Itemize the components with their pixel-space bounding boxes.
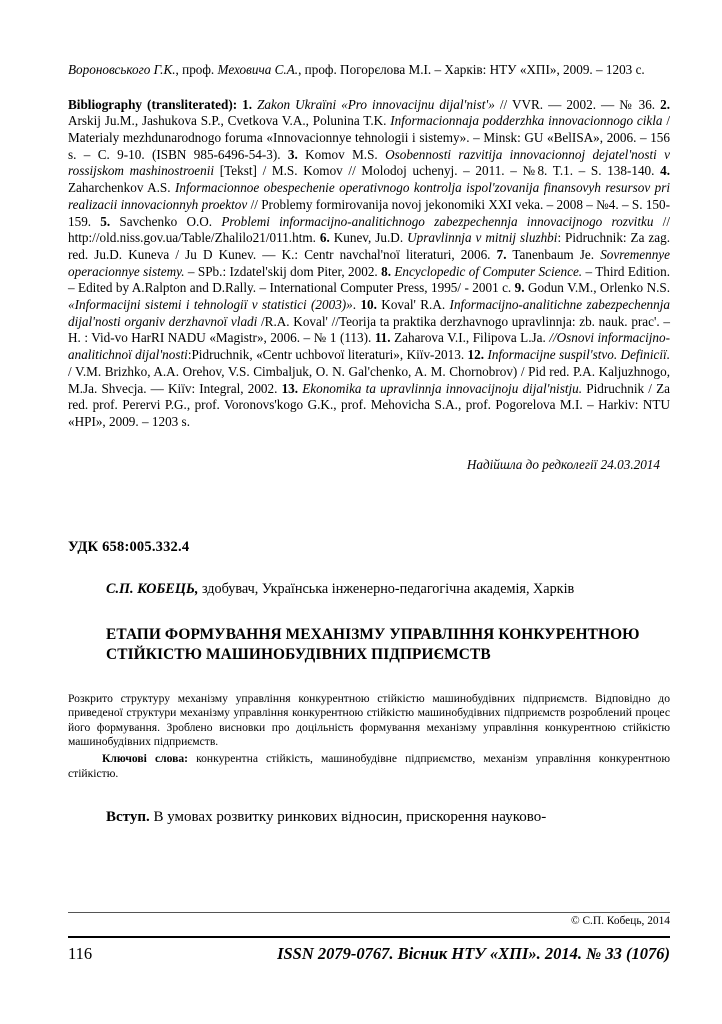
bibliography-entry-number: 8. xyxy=(381,263,391,279)
bibliography-entry-authors: Komov M.S. xyxy=(297,146,378,162)
bibliography-entry-number: 6. xyxy=(319,230,330,246)
keywords-label: Ключові слова: xyxy=(102,752,189,766)
introduction-line xyxy=(68,807,670,827)
bibliography-entry-title: Osobennosti razvitija innovacionnoj dejatel'nosti v rossijskom mashinostroenii xyxy=(68,146,671,179)
continued-reference-paragraph xyxy=(68,62,670,79)
abstract-paragraph: Розкрито структуру механізму управління конкурентною стійкістю машинобудівних підприємств. Відповідно до приведеної структури механізму управління конкурентною стійкістю машинобудівних підприємств розроблений процес його формування. Зроблено висновки про доцільність формування механізму управління конкурентною стійкістю машинобудівних підприємств. xyxy=(68,691,670,749)
received-date: Надійшла до редколегії 24.03.2014 xyxy=(466,456,660,472)
bibliography-entry-details: :Pidruchnik, «Centr uchbovoï literaturi», Kiïv-2013. xyxy=(187,347,465,363)
bibliography-entry-details: / Materialy mezhdunarodnogo foruma «Innovacionnye tehnologii i sistemy». – Minsk: GU «BelISA», 2006. – 156 s. – C. 9-10. (ISBN 985-6496-54-3). xyxy=(68,113,670,162)
bibliography-entries xyxy=(68,97,670,429)
bibliography-entry-title: Informacijno-analitichne zabezpechennja dijal'nosti organiv derzhavnoï vladi xyxy=(68,297,670,329)
bibliography-entry-number: 7. xyxy=(496,246,507,262)
bibliography-entry-title: Zakon Ukraïni «Pro innovacijnu dijal'nist'» xyxy=(252,96,495,112)
udk-code: УДК 658:005.332.4 xyxy=(68,538,190,555)
bibliography-entry-title: Informacionnoe obespechenie operativnogo kontrolja ispol'zovanija finansovyh resursov pri realizacii innovacionnyh proektov xyxy=(68,180,670,212)
bibliography-entry-details: /R.A. Koval' //Teorija ta praktika derzhavnogo upravlinnja: zb. nauk. prac'. – H. : Vid-vo HarRI NADU «Magistr», 2006. – № 1 (113). xyxy=(68,313,670,346)
bibliography-entry-number: 1. xyxy=(242,96,253,112)
bibliography-entry-title: //Osnovi informacijno-analitichnoï dijal'nosti xyxy=(68,330,671,363)
copyright-notice: © С.П. Кобець, 2014 xyxy=(570,915,670,927)
bibliography-entry-authors: Arskij Ju.M., Jashukova S.P., Cvetkova V.A., Polunina T.K. xyxy=(68,113,387,129)
bibliography-entry-number: 5. xyxy=(100,213,111,229)
continued-reference-italic-1: Вороновського Г.К. xyxy=(68,62,176,77)
bibliography-entry-details: . xyxy=(352,297,357,313)
bibliography-entry-title: Sovremennye operacionnye sistemy. xyxy=(68,246,671,279)
author-affiliation: здобувач, Українська інженерно-педагогічна академія, Харків xyxy=(198,580,575,597)
continued-reference-normal-2: , проф. Погорєлова М.І. – Харків: НТУ «ХПІ», 2009. – 1203 с. xyxy=(298,62,645,77)
bibliography-entry-authors: Savchenko O.O. xyxy=(110,213,213,229)
bibliography-entry-title: Upravlinnja v mitnij sluzhbi xyxy=(403,230,558,246)
bibliography-entry-details: // Problemy formirovanija novoj jekonomiki XXI veka. – 2008 – №4. – S. 150-159. xyxy=(68,196,670,229)
page-footer xyxy=(68,944,670,970)
bibliography-entry-authors: Godun V.M., Orlenko N.S. xyxy=(524,280,671,296)
footer-divider-thick xyxy=(68,936,670,938)
bibliography-entry-title: Encyclopedic of Computer Science. xyxy=(391,263,583,279)
bibliography-entry-number: 4. xyxy=(660,163,670,179)
bibliography-entry-number: 12. xyxy=(467,347,485,363)
journal-citation: ISSN 2079-0767. Вісник НТУ «ХПІ». 2014. № 33 (1076) xyxy=(277,944,670,963)
bibliography-entry-details: – SPb.: Izdatel'skij dom Piter, 2002. xyxy=(184,263,378,279)
bibliography-entry-number: 10. xyxy=(360,297,377,313)
footer-divider-thin xyxy=(68,912,670,913)
bibliography-entry-details: : Pidruchnik: Za zag. red. Ju.D. Kuneva / Ju D Kunev. — K.: Centr navchal'noï literaturi, 2006. xyxy=(68,230,671,262)
bibliography-entry-authors: Tanenbaum Je. xyxy=(506,246,595,262)
bibliography-entry-number: 3. xyxy=(287,146,298,162)
bibliography-entry-number: 13. xyxy=(281,380,299,396)
bibliography-entry-title: «Informacijni sistemi i tehnologiï v statistici (2003)» xyxy=(68,297,353,313)
article-title: ЕТАПИ ФОРМУВАННЯ МЕХАНІЗМУ УПРАВЛІННЯ КОНКУРЕНТНОЮ СТІЙКІСТЮ МАШИНОБУДІВНИХ ПІДПРИЄМСТВ xyxy=(106,625,640,664)
continued-reference-normal-1: , проф. xyxy=(175,62,218,77)
bibliography-entry-title: Problemi informacijno-analitichnogo zabezpechennja innovacijnogo rozvitku xyxy=(212,213,654,229)
bibliography-entry-number: 9. xyxy=(514,280,525,296)
introduction-text: В умовах розвитку ринкових відносин, прискорення науково- xyxy=(149,809,547,826)
page-number: 116 xyxy=(68,944,93,963)
bibliography-entry-details: – Third Edition. – Edited by A.Ralpton and D.Rally. – International Computer Press, 1995/ - 2001 c. xyxy=(68,263,671,296)
bibliography-entry-details: [Tekst] / M.S. Komov // Molodoj uchenyj. – 2011. – №8. T.1. – S. 138-140. xyxy=(214,163,655,179)
bibliography-entry-details: / V.M. Brizhko, A.A. Orehov, V.S. Cimbaljuk, O. N. Gal'chenko, A. M. Chornobrov) / Pid red. P.A. Kaljuzhnogo, M.Ja. Shvecja. — Kiïv: Integral, 2002. xyxy=(68,363,670,396)
continued-reference-italic-2: Меховича С.А. xyxy=(217,62,299,77)
bibliography-entry-number: 2. xyxy=(660,96,671,112)
bibliography-entry-authors: Koval' R.A. xyxy=(376,297,446,313)
author-name: С.П. КОБЕЦЬ, xyxy=(106,580,199,597)
bibliography-entry-title: Ekonomika ta upravlinnja innovacijnoju dijal'nistju. xyxy=(298,380,583,396)
author-line xyxy=(68,580,670,599)
bibliography-entry-authors: Kunev, Ju.D. xyxy=(329,230,404,246)
keywords-text: конкурентна стійкість, машинобудівне підприємство, механізм управління конкурентною стійкістю. xyxy=(68,752,670,780)
bibliography-entry-authors: Zaharova V.I., Filipova L.Ja. xyxy=(390,330,546,346)
introduction-label: Вступ. xyxy=(106,809,150,826)
bibliography-paragraph xyxy=(68,97,670,431)
bibliography-entry-number: 11. xyxy=(374,330,391,346)
bibliography-entry-title: Informacijne suspil'stvo. Definiciï. xyxy=(484,347,670,363)
bibliography-entry-details: // VVR. — 2002. — № 36. xyxy=(494,96,656,112)
bibliography-entry-authors: Zaharchenkov A.S. xyxy=(68,180,171,196)
keywords-paragraph xyxy=(68,752,670,781)
bibliography-heading: Bibliography (transliterated): xyxy=(68,96,238,112)
bibliography-entry-details: // http://old.niss.gov.ua/Table/Zhalilo21/011.htm. xyxy=(68,213,671,246)
bibliography-entry-details: Pidruchnik / Za red. prof. Perervi P.G., prof. Voronovs'kogo G.K., prof. Mehovicha S.A., prof. Pogorelova M.I. – Harkiv: NTU «HPI», 2009. – 1203 s. xyxy=(68,380,670,429)
bibliography-entry-title: Informacionnaja podderzhka innovacionnogo cikla xyxy=(386,113,663,129)
